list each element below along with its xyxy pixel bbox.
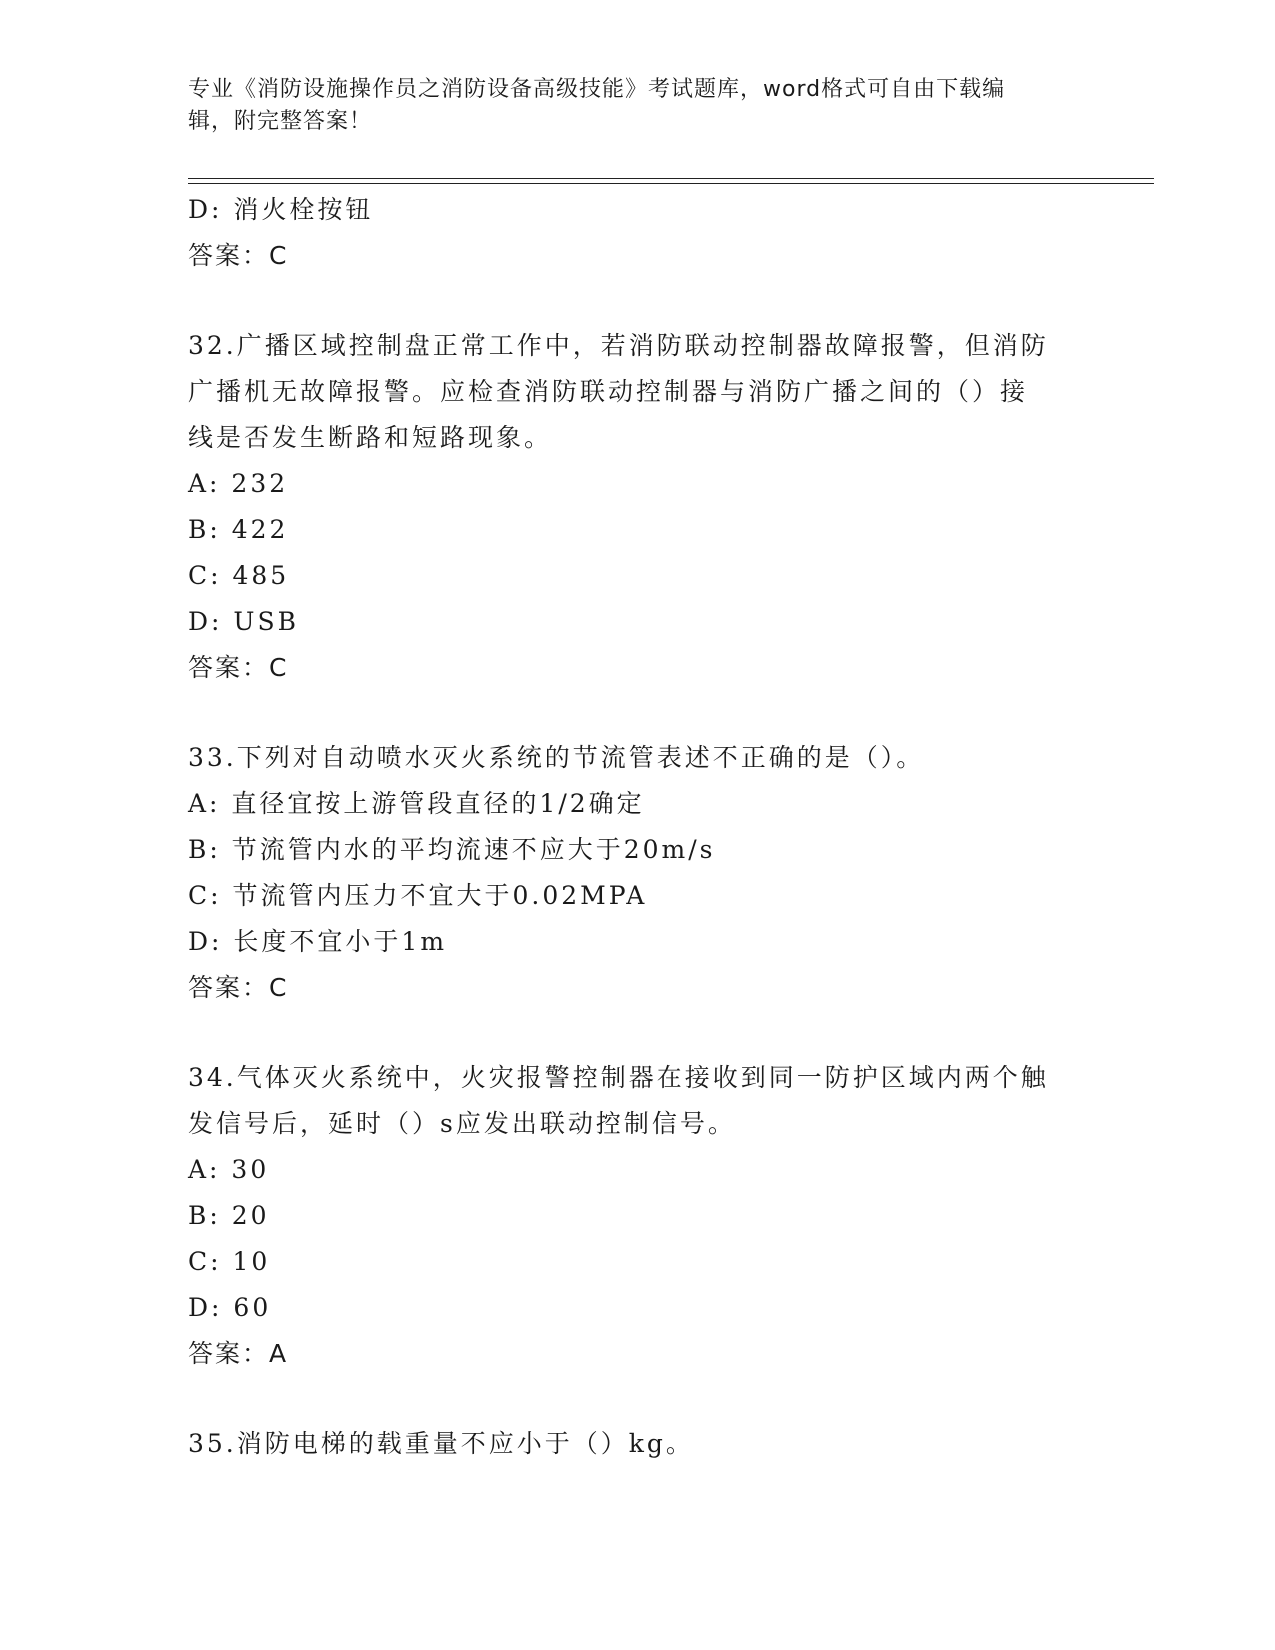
stem-line: 35.消防电梯的载重量不应小于（）kg。 xyxy=(188,1429,694,1458)
option-a: A: 30 xyxy=(188,1155,270,1184)
option-c: C: 节流管内压力不宜大于0.02MPA xyxy=(188,881,648,910)
option-c: C: 10 xyxy=(188,1247,271,1276)
question-stem xyxy=(188,1055,1088,1147)
question-stem xyxy=(188,735,1088,781)
question-stem xyxy=(188,323,1088,461)
option-d: D: 长度不宜小于1m xyxy=(188,927,448,956)
document-body xyxy=(188,187,1088,1467)
answer: 答案：C xyxy=(188,653,289,682)
option-b: B: 20 xyxy=(188,1201,270,1230)
option-d: D: 消火栓按钮 xyxy=(188,195,374,224)
option-c: C: 485 xyxy=(188,561,290,590)
answer: 答案：C xyxy=(188,973,289,1002)
header-line-1: 专业《消防设施操作员之消防设备高级技能》考试题库，word格式可自由下载编 xyxy=(188,77,1006,102)
spacer xyxy=(188,691,1088,735)
stem-line: 32.广播区域控制盘正常工作中，若消防联动控制器故障报警，但消防 xyxy=(188,331,1049,360)
spacer xyxy=(188,1377,1088,1421)
stem-line: 33.下列对自动喷水灭火系统的节流管表述不正确的是（）。 xyxy=(188,743,925,772)
option-b: B: 节流管内水的平均流速不应大于20m/s xyxy=(188,835,716,864)
stem-line: 34.气体灭火系统中，火灾报警控制器在接收到同一防护区域内两个触 xyxy=(188,1063,1049,1092)
question-33 xyxy=(188,735,1088,1011)
option-b: B: 422 xyxy=(188,515,289,544)
answer: 答案：C xyxy=(188,241,289,270)
header-divider-top xyxy=(188,178,1154,179)
option-a: A: 232 xyxy=(188,469,289,498)
stem-line: 广播机无故障报警。应检查消防联动控制器与消防广播之间的（）接 xyxy=(188,377,1029,406)
stem-line: 发信号后，延时（）s应发出联动控制信号。 xyxy=(188,1109,736,1138)
spacer xyxy=(188,279,1088,323)
option-d: D: 60 xyxy=(188,1293,272,1322)
document-header xyxy=(188,74,1068,138)
header-line-2: 辑，附完整答案！ xyxy=(188,109,373,134)
question-35 xyxy=(188,1421,1088,1467)
question-stem xyxy=(188,1421,1088,1467)
option-a: A: 直径宜按上游管段直径的1/2确定 xyxy=(188,789,645,818)
answer: 答案：A xyxy=(188,1339,289,1368)
question-32 xyxy=(188,323,1088,691)
option-d: D: USB xyxy=(188,607,299,636)
spacer xyxy=(188,1011,1088,1055)
header-divider-bottom xyxy=(188,183,1154,184)
stem-line: 线是否发生断路和短路现象。 xyxy=(188,423,553,452)
question-34 xyxy=(188,1055,1088,1377)
